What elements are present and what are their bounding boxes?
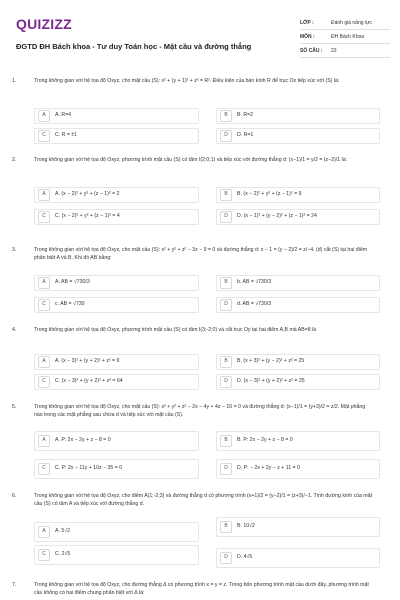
option-b[interactable] xyxy=(216,187,380,203)
option-text: A. (x − 3)² + (y + 2)² + z² = 9 xyxy=(55,358,120,365)
question-number: 5. xyxy=(12,404,17,410)
option-text: A. AB = √730/3 xyxy=(55,279,90,286)
option-a[interactable] xyxy=(34,354,199,370)
option-letter: D xyxy=(220,552,232,564)
question-1 xyxy=(12,78,388,148)
question-number: 2. xyxy=(12,157,17,163)
option-text: B. (x + 3)² + (y − 2)² + z² = 25 xyxy=(237,358,305,365)
question-number: 4. xyxy=(12,327,17,333)
option-letter: C xyxy=(38,463,50,475)
option-letter: D xyxy=(220,211,232,223)
option-text: C. 2√5 xyxy=(55,551,71,558)
question-7 xyxy=(12,582,388,600)
option-letter: C xyxy=(38,299,50,311)
option-c[interactable] xyxy=(34,128,199,144)
option-a[interactable] xyxy=(34,275,199,291)
option-letter: B xyxy=(220,356,232,368)
option-letter: A xyxy=(38,189,50,201)
question-text: Trong không gian với hệ tọa độ Oxyz, cho mặt cầu (S): x² + (y + 1)² + z² = R². Điều kiện của bán kính R để trục Ox tiếp xúc với (S) là: xyxy=(34,78,340,84)
option-text: B. 10√2 xyxy=(237,523,255,530)
option-b[interactable] xyxy=(216,108,380,124)
question-text: Trong không gian với hệ tọa độ Oxyz, cho mặt cầu (S): x² + y² + z² − 2x − 4y + 4z − 16 = 0 và đường thẳng d: (x−1)/1 = (y+3)/2 = z/2. Mặt phẳng nào trong các mặt phẳng sau chứa d và tiếp xúc với mặt cầu (S). xyxy=(34,404,366,418)
meta-row-subject xyxy=(300,30,390,44)
option-letter: B xyxy=(220,189,232,201)
question-text: Trong không gian với hệ tọa độ Oxyz, cho mặt cầu (S): x² + y² + z² − 3z − 9 = 0 và đường thẳng d: x − 1 = (y − 2)/2 = z/−4. (d) cắt (S) tại hai điểm phân biệt A và B. Khi đó AB bằng: xyxy=(34,247,368,261)
meta-value: ĐH Bách Khoa xyxy=(331,33,365,40)
option-letter: D xyxy=(220,463,232,475)
option-text: B. (x − 2)² + y² + (z − 1)² = 9 xyxy=(237,191,302,198)
option-text: c. AB = √730 xyxy=(55,301,85,308)
meta-value: Đánh giá năng lực xyxy=(331,19,372,26)
option-letter: B xyxy=(220,521,232,533)
option-d[interactable] xyxy=(216,548,380,568)
option-letter: C xyxy=(38,130,50,142)
option-text: C. R = ±1 xyxy=(55,132,78,139)
question-3 xyxy=(12,247,388,319)
option-letter: D xyxy=(220,130,232,142)
meta-key: LỚP : xyxy=(300,19,314,26)
option-d[interactable] xyxy=(216,374,380,390)
option-b[interactable] xyxy=(216,517,380,537)
option-letter: B xyxy=(220,110,232,122)
option-letter: D xyxy=(220,299,232,311)
option-text: B. R=2 xyxy=(237,112,254,119)
question-text: Trong không gian với hệ tọa độ Oxyz, cho điểm A(1;-2;3) và đường thẳng d có phương trình (x+1)/2 = (y−2)/1 = (z+3)/−1. Tính đường kính của mặt cầu (S) có tâm A và tiếp xúc với đường thẳng d. xyxy=(34,493,373,507)
option-text: D. (x − 1)² + (y − 2)² + (z − 1)² = 24 xyxy=(237,213,317,220)
option-text: D. R=1 xyxy=(237,132,254,139)
question-number: 3. xyxy=(12,247,17,253)
option-text: D. 4√5 xyxy=(237,554,253,561)
document-title: ĐGTD ĐH Bách khoa - Tư duy Toán học - Mặt cầu và đường thẳng xyxy=(16,42,252,51)
option-text: C. (x − 2)² + y² + (z − 1)² = 4 xyxy=(55,213,120,220)
option-b[interactable] xyxy=(216,431,380,451)
option-text: A. R=4 xyxy=(55,112,72,119)
option-text: C. P: 2x − 11y + 10z − 35 = 0 xyxy=(55,465,123,472)
option-c[interactable] xyxy=(34,297,199,313)
meta-row-count xyxy=(300,44,390,58)
meta-key: MÔN : xyxy=(300,33,315,40)
question-4 xyxy=(12,327,388,399)
option-letter: A xyxy=(38,526,50,538)
option-letter: A xyxy=(38,356,50,368)
option-text: D. P: − 2x + 2y − z + 11 = 0 xyxy=(237,465,300,472)
quizizz-logo: QUIZIZZ xyxy=(16,16,72,32)
meta-table xyxy=(300,16,390,58)
meta-value: 23 xyxy=(331,47,337,54)
option-c[interactable] xyxy=(34,459,199,479)
option-letter: C xyxy=(38,376,50,388)
question-number: 1. xyxy=(12,78,17,84)
option-c[interactable] xyxy=(34,209,199,225)
option-text: C. (x − 3)² + (y + 2)² + z² = 64 xyxy=(55,378,123,385)
option-letter: A xyxy=(38,435,50,447)
question-number: 6. xyxy=(12,493,17,499)
question-text: Trong không gian với hệ tọa độ Oxyz, phương trình mặt cầu (S) có tâm I(2;0;1) và tiếp xúc với đường thẳng d: (x−1)/1 = y/2 = (z−2)/1 là: xyxy=(34,157,348,163)
option-letter: C xyxy=(38,549,50,561)
option-text: A. 5√2 xyxy=(55,528,70,535)
question-5 xyxy=(12,404,388,484)
meta-row-class xyxy=(300,16,390,30)
option-a[interactable] xyxy=(34,187,199,203)
option-letter: A xyxy=(38,110,50,122)
question-6 xyxy=(12,493,388,573)
option-letter: D xyxy=(220,376,232,388)
question-text: Trong không gian với hệ tọa độ Oxyz, cho đường thẳng Δ có phương trình x = y = z. Trong bốn phương trình mặt cầu dưới đây, phương trình mặt cầu không có hai điểm chung phân biệt với Δ là: xyxy=(34,582,369,596)
meta-key: SỐ CÂU : xyxy=(300,47,323,54)
option-text: A. P: 2x − 2y + z − 8 = 0 xyxy=(55,437,111,444)
option-letter: C xyxy=(38,211,50,223)
option-c[interactable] xyxy=(34,545,199,565)
question-text: Trong không gian với hệ tọa độ Oxyz, phương trình mặt cầu (S) có tâm I(3;-2;0) và cắt trục Oy tại hai điểm A,B mà AB=8 là xyxy=(34,327,317,333)
option-letter: B xyxy=(220,277,232,289)
question-2 xyxy=(12,157,388,229)
option-letter: A xyxy=(38,277,50,289)
option-d[interactable] xyxy=(216,209,380,225)
option-b[interactable] xyxy=(216,354,380,370)
option-text: B. P: 2x − 2y + z − 8 = 0 xyxy=(237,437,293,444)
option-a[interactable] xyxy=(34,108,199,124)
option-d[interactable] xyxy=(216,297,380,313)
option-c[interactable] xyxy=(34,374,199,390)
option-a[interactable] xyxy=(34,431,199,451)
option-b[interactable] xyxy=(216,275,380,291)
question-number: 7. xyxy=(12,582,17,588)
option-text: D. (x − 3)² + (y + 2)² + z² = 25 xyxy=(237,378,305,385)
option-text: b. AB = √730/3 xyxy=(237,279,272,286)
option-d[interactable] xyxy=(216,128,380,144)
option-text: A. (x − 2)² + y² + (z − 1)² = 2 xyxy=(55,191,120,198)
option-d[interactable] xyxy=(216,459,380,479)
option-letter: B xyxy=(220,435,232,447)
option-a[interactable] xyxy=(34,522,199,542)
option-text: d. AB = √730/3 xyxy=(237,301,272,308)
